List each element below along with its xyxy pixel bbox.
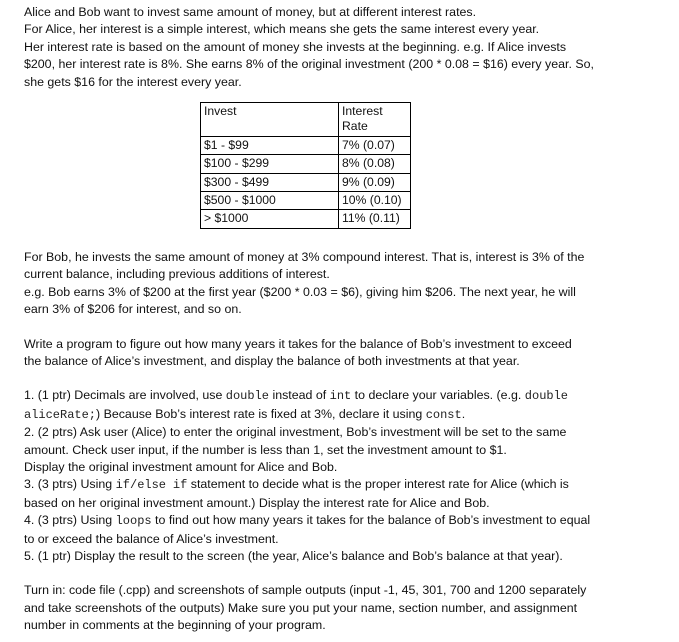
requirement-item-2: 2. (2 ptrs) Ask user (Alice) to enter the original investment, Bob’s investment will be set to the same: [24, 425, 567, 440]
assignment-document: [24, 4, 674, 635]
requirement-item-4-cont: to or exceed the balance of Alice’s investment.: [24, 531, 279, 546]
intro-line: Her interest rate is based on the amount of money she invests at the beginning. e.g. If Alice invests: [24, 39, 567, 54]
table-row: [201, 192, 411, 210]
bob-line: e.g. Bob earns 3% of $200 at the first year ($200 * 0.03 = $6), giving him $206. The next year, he will: [24, 284, 576, 299]
requirement-item-3-cont: based on her original investment amount.) Display the interest rate for Alice and Bob.: [24, 495, 490, 510]
intro-line: Alice and Bob want to invest same amount of money, but at different interest rates.: [24, 5, 477, 19]
requirement-item-1: 1. (1 ptr) Decimals are involved, use double instead of int to declare your variables. (e.g. double: [24, 388, 569, 404]
table-cell-invest: $300 - $499: [201, 173, 339, 191]
table-cell-invest: $500 - $1000: [201, 192, 339, 210]
requirements-list: [24, 387, 674, 565]
intro-line: $200, her interest rate is 8%. She earns 8% of the original investment (200 * 0.08 = $16) every year. So,: [24, 57, 594, 72]
table-cell-invest: $100 - $299: [201, 155, 339, 173]
code-term: aliceRate;: [24, 407, 97, 422]
task-paragraph: [24, 336, 674, 371]
code-term: if: [172, 478, 188, 493]
code-term: int: [329, 389, 352, 404]
table-cell-rate: 7% (0.07): [339, 136, 411, 154]
task-line: the balance of Alice’s investment, and display the balance of both investments at that year.: [24, 353, 520, 368]
turnin-paragraph: [24, 582, 674, 634]
code-term: loops: [115, 514, 152, 529]
bob-line: For Bob, he invests the same amount of money at 3% compound interest. That is, interest is 3% of the: [24, 249, 585, 264]
bob-line: earn 3% of $206 for interest, and so on.: [24, 302, 242, 317]
requirement-item-5: 5. (1 ptr) Display the result to the screen (the year, Alice’s balance and Bob’s balance at that year).: [24, 548, 563, 563]
intro-paragraph: [24, 4, 674, 91]
intro-line: For Alice, her interest is a simple interest, which means she gets the same interest every year.: [24, 22, 540, 37]
bob-paragraph: [24, 249, 674, 319]
table-row: [201, 173, 411, 191]
table-cell-rate: 11% (0.11): [339, 210, 411, 228]
interest-rate-table: [200, 102, 411, 229]
requirement-item-1-cont: aliceRate;) Because Bob’s interest rate is fixed at 3%, declare it using const.: [24, 406, 466, 422]
intro-line: she gets $16 for the interest every year.: [24, 74, 242, 89]
table-header-rate: Interest Rate: [339, 103, 411, 137]
table-cell-invest: > $1000: [201, 210, 339, 228]
table-header-row: [201, 103, 411, 137]
table-cell-rate: 10% (0.10): [339, 192, 411, 210]
turnin-line: and take screenshots of the outputs) Make sure you put your name, section number, and assignment: [24, 600, 578, 615]
turnin-line: number in comments at the beginning of your program.: [24, 618, 326, 633]
code-term: double: [524, 389, 569, 404]
code-term: if/else: [115, 478, 167, 493]
requirement-item-4: 4. (3 ptrs) Using loops to find out how many years it takes for the balance of Bob’s investment to equal: [24, 513, 591, 529]
requirement-item-2-cont: amount. Check user input, if the number is less than 1, set the investment amount to $1.: [24, 442, 507, 457]
table-row: [201, 136, 411, 154]
table-cell-rate: 8% (0.08): [339, 155, 411, 173]
task-line: Write a program to figure out how many years it takes for the balance of Bob’s investment to exceed: [24, 336, 572, 351]
turnin-line: Turn in: code file (.cpp) and screenshots of sample outputs (input -1, 45, 301, 700 and 1200 separately: [24, 583, 587, 598]
bob-line: current balance, including previous additions of interest.: [24, 267, 330, 282]
code-term: double: [225, 389, 269, 404]
requirement-item-2-cont: Display the original investment amount for Alice and Bob.: [24, 459, 338, 474]
table-cell-rate: 9% (0.09): [339, 173, 411, 191]
table-row: [201, 155, 411, 173]
table-header-invest: Invest: [201, 103, 339, 137]
table-cell-invest: $1 - $99: [201, 136, 339, 154]
code-term: const: [425, 407, 462, 422]
table-row: [201, 210, 411, 228]
requirement-item-3: 3. (3 ptrs) Using if/else if statement to decide what is the proper interest rate for Alice (which is: [24, 477, 569, 493]
